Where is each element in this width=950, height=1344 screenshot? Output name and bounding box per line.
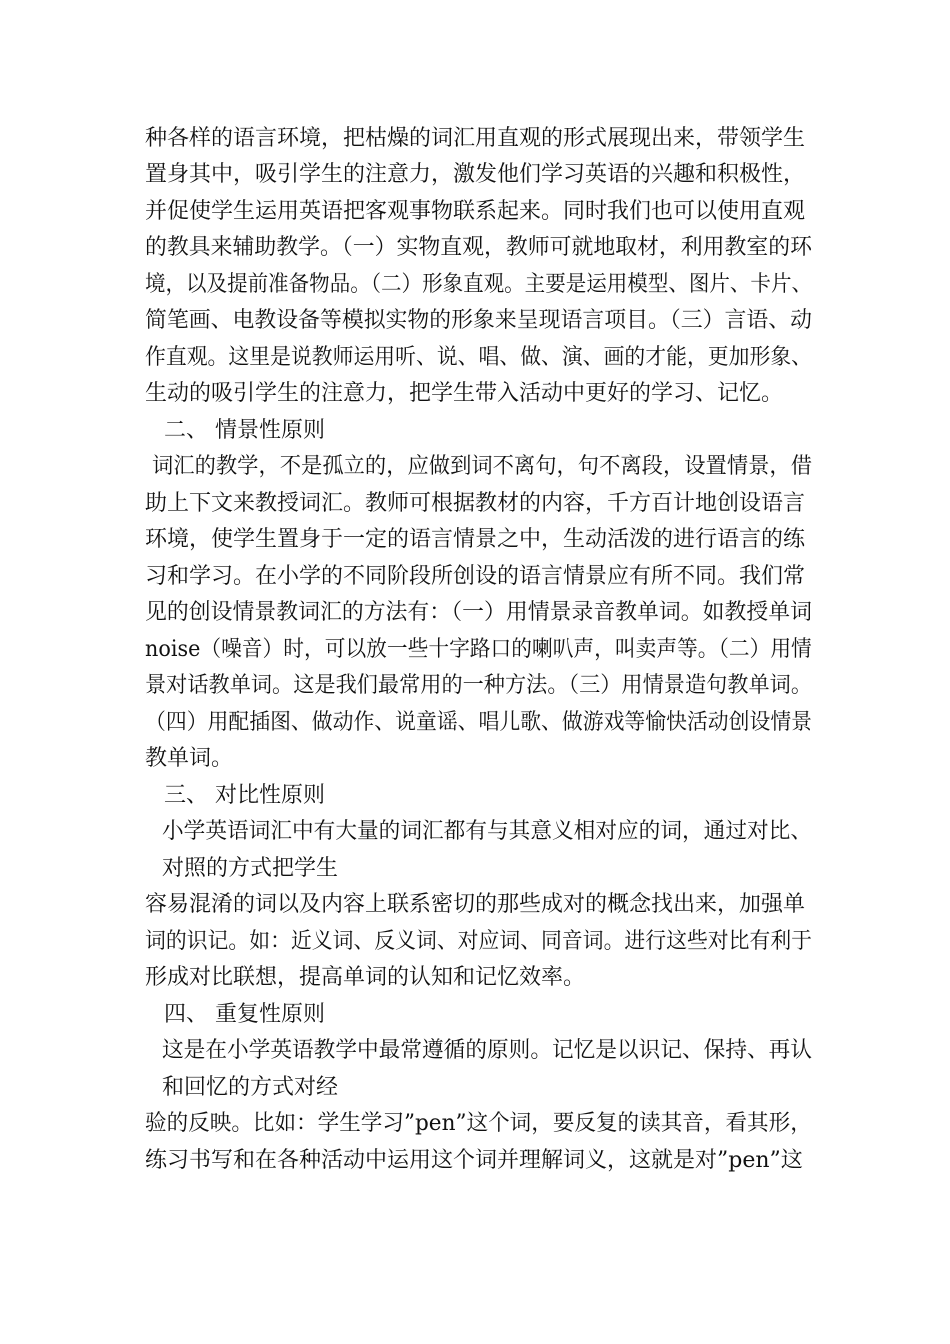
section-heading: 二、 情景性原则 (164, 418, 325, 443)
body-line: 练习书写和在各种活动中运用这个词并理解词义，这就是对”pen”这 (145, 1148, 803, 1173)
body-line: 容易混淆的词以及内容上联系密切的那些成对的概念找出来，加强单 (145, 892, 806, 917)
section-heading: 四、 重复性原则 (164, 1002, 325, 1027)
section-heading: 三、 对比性原则 (164, 783, 325, 808)
body-line: 的教具来辅助教学。（一）实物直观，教师可就地取材，利用教室的环 (145, 235, 813, 260)
body-line: noise（噪音）时，可以放一些十字路口的喇叭声，叫卖声等。（二）用情 (145, 637, 812, 662)
body-line: 见的创设情景教词汇的方法有：（一）用情景录音教单词。如教授单词 (145, 600, 813, 625)
body-line: 小学英语词汇中有大量的词汇都有与其意义相对应的词，通过对比、 (162, 819, 813, 844)
body-line: 验的反映。比如：学生学习”pen”这个词，要反复的读其音，看其形， (145, 1111, 812, 1136)
body-line: 习和学习。在小学的不同阶段所创设的语言情景应有所不同。我们常 (145, 564, 806, 589)
body-line: 境，以及提前准备物品。（二）形象直观。主要是运用模型、图片、卡片、 (145, 272, 813, 297)
body-line: 生动的吸引学生的注意力，把学生带入活动中更好的学习、记忆。 (145, 381, 784, 406)
body-line: 景对话教单词。这是我们最常用的一种方法。（三）用情景造句教单词。 (145, 673, 813, 698)
body-line: 助上下文来教授词汇。教师可根据教材的内容，千方百计地创设语言 (145, 491, 806, 516)
body-line: 环境，使学生置身于一定的语言情景之中，生动活泼的进行语言的练 (145, 527, 806, 552)
body-line: 种各样的语言环境，把枯燥的词汇用直观的形式展现出来，带领学生 (145, 126, 806, 151)
body-line: 作直观。这里是说教师运用听、说、唱、做、演、画的才能，更加形象、 (145, 345, 813, 370)
body-line: 词的识记。如：近义词、反义词、对应词、同音词。进行这些对比有利于 (145, 929, 813, 954)
body-line: 形成对比联想，提高单词的认知和记忆效率。 (145, 965, 586, 990)
body-line: 这是在小学英语教学中最常遵循的原则。记忆是以识记、保持、再认 (162, 1038, 813, 1063)
body-line: 对照的方式把学生 (162, 856, 339, 881)
body-line: 简笔画、电教设备等模拟实物的形象来呈现语言项目。（三）言语、动 (145, 308, 813, 333)
body-line: 教单词。 (145, 746, 234, 771)
body-line: 置身其中，吸引学生的注意力，激发他们学习英语的兴趣和积极性， (145, 162, 806, 187)
body-line: 并促使学生运用英语把客观事物联系起来。同时我们也可以使用直观 (145, 199, 806, 224)
body-line: 词汇的教学，不是孤立的，应做到词不离句，句不离段，设置情景，借 (152, 454, 813, 479)
body-line: 和回忆的方式对经 (162, 1075, 339, 1100)
body-line: （四）用配插图、做动作、说童谣、唱儿歌、做游戏等愉快活动创设情景 (145, 710, 813, 735)
